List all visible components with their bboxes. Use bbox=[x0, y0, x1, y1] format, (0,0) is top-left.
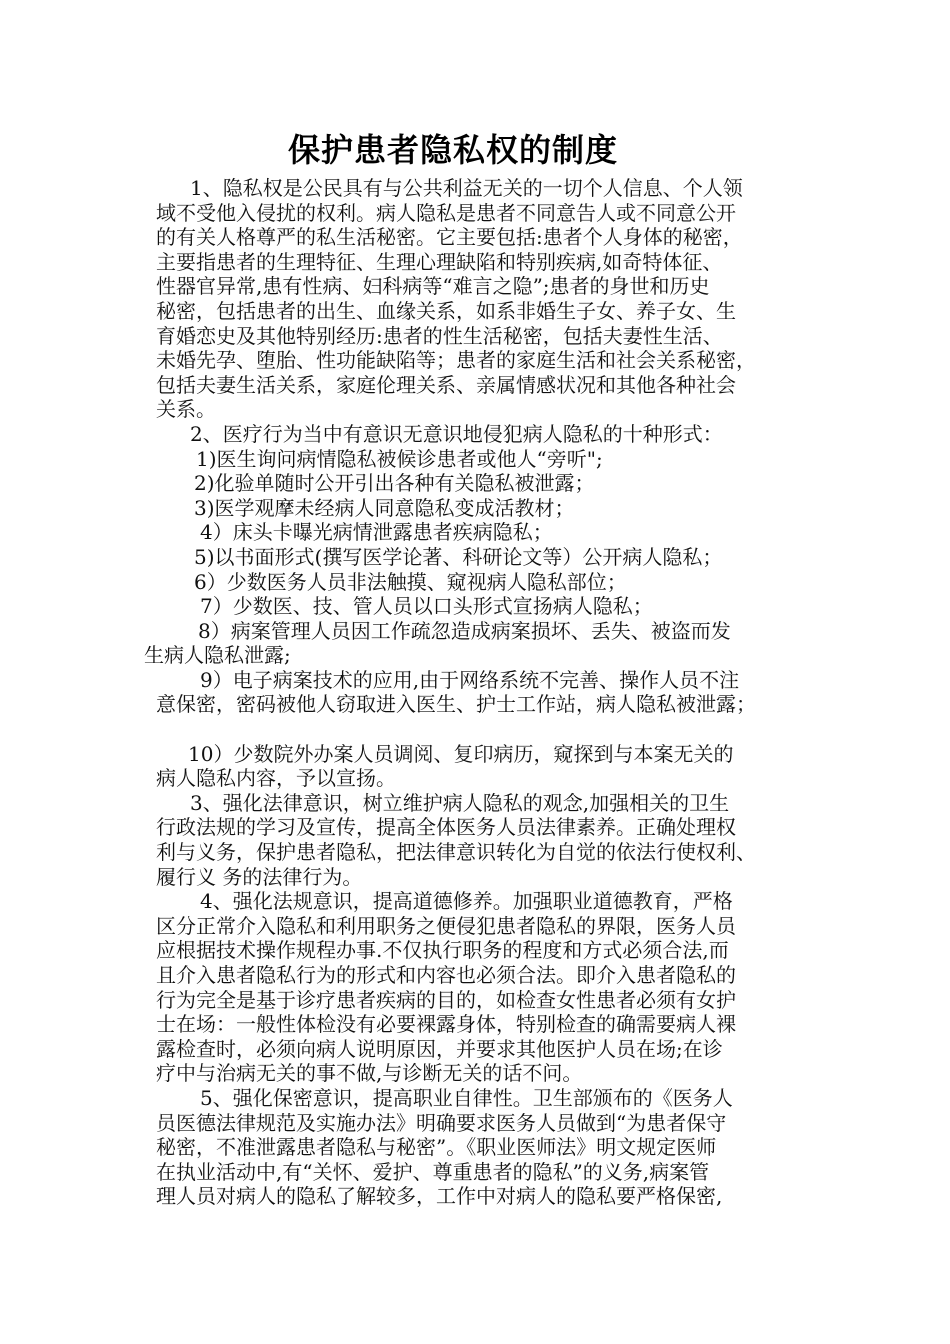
text-line: 2、医疗行为当中有意识无意识地侵犯病人隐私的十种形式： bbox=[190, 421, 723, 446]
text-line: 关系。 bbox=[156, 397, 216, 422]
text-line: 露检查时，必须向病人说明原因，并要求其他医护人员在场;在诊 bbox=[156, 1036, 723, 1061]
text-line: 1)医生询问病情隐私被候诊患者或他人“旁听"; bbox=[196, 446, 603, 471]
document-title: 保护患者隐私权的制度 bbox=[287, 131, 618, 169]
text-line: 疗中与治病无关的事不做,与诊断无关的话不问。 bbox=[156, 1061, 583, 1086]
text-line: 3、强化法律意识，树立维护病人隐私的观念,加强相关的卫生 bbox=[190, 790, 730, 815]
text-line: 育婚恋史及其他特别经历:患者的性生活秘密，包括夫妻性生活、 bbox=[156, 323, 723, 348]
document-body bbox=[144, 176, 856, 1209]
text-line: 5、强化保密意识，提高职业自律性。卫生部颁布的《医务人 bbox=[200, 1085, 733, 1110]
text-line: 的有关人格尊严的私生活秘密。它主要包括:患者个人身体的秘密， bbox=[156, 225, 743, 250]
text-line: 理人员对病人的隐私了解较多，工作中对病人的隐私要严格保密, bbox=[156, 1184, 723, 1209]
text-line: 士在场：一般性体检没有必要裸露身体，特别检查的确需要病人裸 bbox=[156, 1012, 736, 1037]
text-line: 应根据技术操作规程办事.不仅执行职务的程度和方式必须合法,而 bbox=[156, 938, 729, 963]
text-line: 利与义务，保护患者隐私，把法律意识转化为自觉的依法行使权利、 bbox=[156, 840, 756, 865]
text-line: 8）病案管理人员因工作疏忽造成病案损坏、丢失、被盗而发 bbox=[198, 618, 731, 643]
text-line: 包括夫妻生活关系，家庭伦理关系、亲属情感状况和其他各种社会 bbox=[156, 372, 736, 397]
text-line: 未婚先孕、堕胎、性功能缺陷等；患者的家庭生活和社会关系秘密， bbox=[156, 348, 756, 373]
text-line: 病人隐私内容，予以宣扬。 bbox=[156, 766, 396, 791]
text-line: 9）电子病案技术的应用,由于网络系统不完善、操作人员不注 bbox=[200, 667, 740, 692]
text-line: 6）少数医务人员非法触摸、窥视病人隐私部位； bbox=[194, 569, 627, 594]
text-line: 4、强化法规意识，提高道德修养。加强职业道德教育，严格 bbox=[200, 889, 733, 914]
text-line: 行政法规的学习及宣传，提高全体医务人员法律素养。正确处理权 bbox=[156, 815, 736, 840]
text-line: 7）少数医、技、管人员以口头形式宣扬病人隐私； bbox=[200, 594, 653, 619]
text-line: 秘密，不准泄露患者隐私与秘密”。《职业医师法》明文规定医师 bbox=[156, 1135, 717, 1160]
text-line: 10）少数院外办案人员调阅、复印病历，窥探到与本案无关的 bbox=[188, 741, 734, 766]
text-line: 2)化验单随时公开引出各种有关隐私被泄露； bbox=[194, 471, 595, 496]
text-line: 3)医学观摩未经病人同意隐私变成活教材； bbox=[194, 495, 575, 520]
text-line: 性器官异常,患有性病、妇科病等“难言之隐”;患者的身世和历史 bbox=[156, 274, 710, 299]
text-line: 履行义 务的法律行为。 bbox=[156, 864, 363, 889]
text-line: 行为完全是基于诊疗患者疾病的目的，如检查女性患者必须有女护 bbox=[156, 987, 736, 1012]
text-line: 1、隐私权是公民具有与公共利益无关的一切个人信息、个人领 bbox=[190, 176, 743, 200]
text-line: 4）床头卡曝光病情泄露患者疾病隐私； bbox=[200, 520, 553, 545]
text-line: 在执业活动中,有“关怀、爱护、尊重患者的隐私”的义务,病案管 bbox=[156, 1159, 710, 1184]
text-line: 秘密，包括患者的出生、血缘关系，如系非婚生子女、养子女、生 bbox=[156, 298, 736, 323]
text-line: 生病人隐私泄露; bbox=[144, 643, 291, 668]
text-line: 员医德法律规范及实施办法》明确要求医务人员做到“为患者保守 bbox=[156, 1110, 727, 1135]
blank-line bbox=[156, 717, 856, 742]
text-line: 5)以书面形式(撰写医学论著、科研论文等）公开病人隐私； bbox=[194, 544, 723, 569]
text-line: 且介入患者隐私行为的形式和内容也必须合法。即介入患者隐私的 bbox=[156, 963, 736, 987]
text-line: 主要指患者的生理特征、生理心理缺陷和特别疾病,如奇特体征、 bbox=[156, 249, 723, 274]
text-line: 意保密，密码被他人窃取进入医生、护士工作站，病人隐私被泄露； bbox=[156, 692, 756, 717]
text-line: 区分正常介入隐私和利用职务之便侵犯患者隐私的界限，医务人员 bbox=[156, 913, 736, 938]
text-line: 域不受他入侵扰的权利。病人隐私是患者不同意告人或不同意公开 bbox=[156, 200, 736, 225]
